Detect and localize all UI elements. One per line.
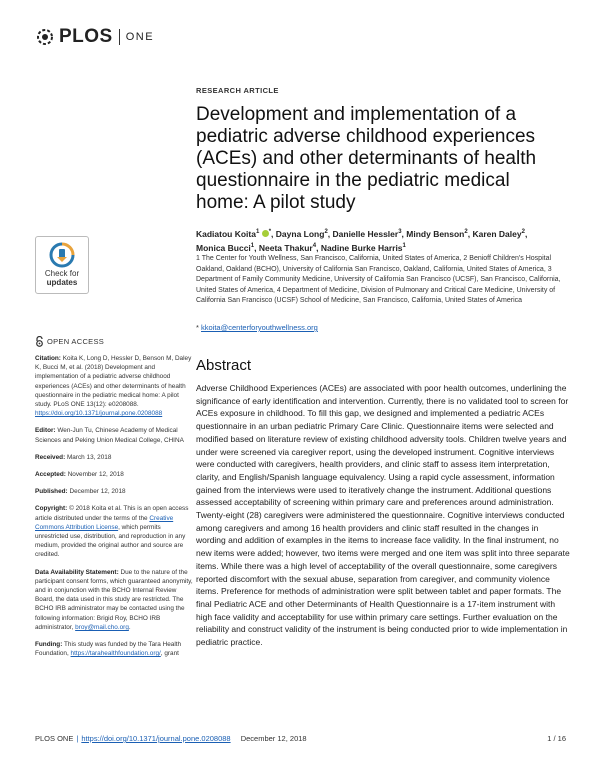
- abstract-text: Adverse Childhood Experiences (ACEs) are associated with poor health outcomes, underlining the significance of early identification and intervention. Currently, there is no validated tool to screen for ACEs exposure in childhood. To fill this gap, we designed and implemented a pediatric ACEs questionnaire in an urban pediatric Primary Care Clinic. Questionnaire items were selected and modified based on literature review of existing childhood adversity tools. Children twelve years and under were screened via caregiver report, using the developed instrument. Cognitive interviews were conducted with caregivers, health providers, and clinic staff to assess item interpretation, clarity, and English/Spanish language equivalency. Using a rapid cycle assessment, information gained from the interviews were used to iteratively change the instrument. Additional questions assessed acceptability of screening within primary care and preferences around administration. Twenty-eight (28) caregivers were administered the questionnaire. Cognitive interviews conducted among caregivers and among 16 health providers and clinic staff resulted in the changes in wording and addition of examples in the items to increase face validity. In the final instrument, no new items were added; however, two items were merged and one item was split into three separate items. While there was a high level of acceptability of the overall questionnaire, some caregivers reported discomfort with the sexual abuse, separation from caregiver, and community violence items. Preference for methods of administration were split between tablet and paper formats. The final Pediatric ACE and other Determinants of Health Questionnaire is a 17-item instrument with high face validity and acceptability for use within primary care settings. Further evaluation on the reliability and construct validity of the instrument is being conducted prior to wide implementation in pediatric practice.: [196, 383, 570, 648]
- citation-label: Citation:: [35, 355, 61, 362]
- copyright-label: Copyright:: [35, 505, 68, 513]
- author-affil-ref: 2: [521, 229, 525, 235]
- received-label: Received:: [35, 453, 66, 461]
- author-name[interactable]: Dayna Long: [275, 228, 325, 239]
- journal-logo[interactable]: [34, 26, 154, 48]
- article-title: Development and implementation of a pediatric adverse childhood experiences (ACEs) and other determinants of health questionnaire in the pediatric medical home: A pilot study: [196, 104, 537, 213]
- license-link[interactable]: Creative Commons Attribution License: [35, 514, 174, 531]
- copyright-text-end: , which permits unrestricted use, distribution, and reproduction in any medium, provided the original author and source are credited.: [35, 523, 186, 559]
- author-affil-ref: 1: [402, 242, 406, 249]
- author-line-1: Kadiatou Koita$^1$ *, Dayna Long$^2$, Danielle Hessler$^3$, Mindy Benson$^2$, Karen Daley$^2$,: [196, 228, 528, 239]
- logo-divider: [119, 29, 120, 45]
- badge-label: [45, 270, 79, 287]
- affiliations: 1 The Center for Youth Wellness, San Francisco, California, United States of America, 2 Benioff Children's Hospital Oakland, Oakland (BCHO), University of California San Francisco, Oakland, California, United States of America, 3 Department of Family Community Medicine, University of California San Francisco (UCSF), San Francisco, California, United States of America, 4 Department of Medicine, Division of Pulmonary and Critical Care Medicine, University of California San Francisco (UCSF) School of Medicine, San Francisco, California, United States of America: [196, 255, 561, 304]
- received-block: [35, 453, 193, 462]
- author-affil-ref: 2: [324, 229, 328, 235]
- author-line-2: Monica Bucci$^1$, Neeta Thakur$^4$, Nadine Burke Harris$^1$: [196, 242, 406, 253]
- open-access-text: OPEN ACCESS: [47, 337, 105, 346]
- accepted-date: November 12, 2018: [67, 471, 124, 479]
- editor-label: Editor:: [35, 427, 56, 435]
- author-affil-ref: 4: [312, 242, 317, 249]
- footer-left: [35, 734, 307, 743]
- editor-text: Wen-Jun Tu, Chinese Academy of Medical Sciences and Peking Union Medical College, CHINA: [35, 427, 184, 444]
- data-availability-text: Due to the nature of the participant consent forms, which guaranteed anonymity, and in conjunction with the BCHO Internal Review Board, the data used in this study are restricted. The BCHO IRB administrator may be contacted using the following information: Brigid Roy, BCHO IRB administrator,: [35, 568, 193, 631]
- data-availability-label: Data Availability Statement:: [35, 568, 119, 576]
- plos-logo-icon: [34, 26, 56, 48]
- author-affil-ref: 3: [398, 229, 402, 235]
- citation-text: Koita K, Long D, Hessler D, Benson M, Daley K, Bucci M, et al. (2018) Development and implementation of a pediatric adverse childhood experiences (ACEs) and other determinants of health questionnaire in the pediatric medical home: A pilot study. PLoS ONE 13(12): e0208088.: [35, 355, 192, 409]
- copyright-block: [35, 504, 193, 559]
- article-metadata-sidebar: [35, 354, 193, 666]
- page-footer: [35, 734, 566, 743]
- abstract-heading: Abstract: [196, 357, 252, 374]
- badge-label-line-1: Check for: [44, 269, 80, 278]
- author-affil-ref: 1: [255, 229, 260, 235]
- author-list: [196, 226, 566, 254]
- author-name[interactable]: Kadiatou Koita: [196, 228, 256, 239]
- logo-journal: ONE: [125, 31, 155, 43]
- correspondence: [196, 323, 318, 332]
- footer-date: December 12, 2018: [240, 734, 307, 743]
- orcid-icon[interactable]: [262, 229, 272, 237]
- check-for-updates-badge[interactable]: [35, 236, 89, 294]
- accepted-label: Accepted:: [35, 471, 66, 479]
- citation-doi-link[interactable]: https://doi.org/10.1371/journal.pone.0208088: [35, 410, 163, 418]
- received-date: March 13, 2018: [66, 453, 112, 461]
- author-name[interactable]: Karen Daley: [472, 228, 522, 239]
- author-affil-ref: 1: [250, 242, 255, 249]
- published-block: [35, 487, 193, 496]
- author-name[interactable]: Mindy Benson: [406, 228, 465, 239]
- open-access-label: [35, 336, 104, 347]
- citation-block: [35, 354, 193, 418]
- correspondence-email-link[interactable]: kkoita@centerforyouthwellness.org: [201, 323, 318, 332]
- open-lock-icon: [35, 336, 44, 347]
- funding-block: [35, 640, 193, 658]
- author-name[interactable]: Danielle Hessler: [332, 228, 399, 239]
- author-affil-ref: 2: [464, 229, 468, 235]
- data-availability-end: .: [128, 623, 131, 631]
- published-label: Published:: [35, 488, 68, 496]
- editor-block: [35, 426, 193, 444]
- logo-text: PLOS: [59, 26, 113, 47]
- check-for-updates-icon: [49, 242, 75, 268]
- funding-link[interactable]: https://tarahealthfoundation.org/: [70, 650, 161, 658]
- footer-separator: |: [76, 734, 79, 743]
- author-name[interactable]: Neeta Thakur: [258, 242, 313, 253]
- irb-email-link[interactable]: broy@mail.cho.org: [75, 623, 129, 631]
- funding-text: This study was funded by the Tara Health Foundation,: [35, 641, 182, 658]
- page-number: 1 / 16: [547, 734, 566, 743]
- article-type: RESEARCH ARTICLE: [196, 86, 279, 95]
- data-availability-block: [35, 568, 193, 632]
- badge-label-line-2: updates: [46, 277, 78, 287]
- accepted-block: [35, 470, 193, 479]
- copyright-text: © 2018 Koita et al. This is an open access article distributed under the terms of the: [35, 505, 189, 522]
- corresponding-marker: *: [268, 229, 272, 235]
- footer-doi-link[interactable]: https://doi.org/10.1371/journal.pone.0208088: [81, 734, 231, 743]
- corresponding-marker: *: [196, 323, 199, 332]
- published-date: December 12, 2018: [69, 488, 126, 496]
- author-name[interactable]: Nadine Burke Harris: [320, 242, 403, 253]
- footer-journal: PLOS ONE: [35, 734, 74, 743]
- funding-text-end: , grant: [160, 650, 179, 658]
- funding-label: Funding:: [35, 641, 63, 649]
- author-name[interactable]: Monica Bucci: [196, 242, 251, 253]
